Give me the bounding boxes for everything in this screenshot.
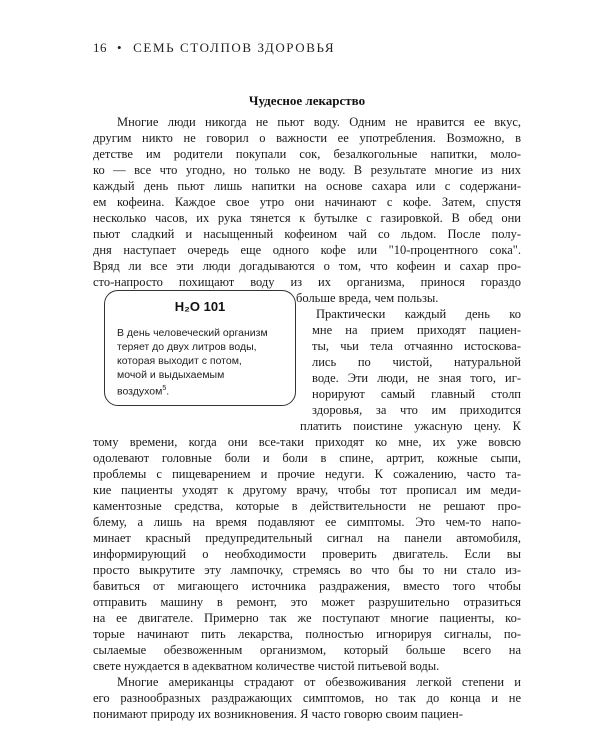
body-line: кие пациенты уходят к другому врачу, чтобы тот прописал им меди-	[93, 483, 521, 497]
body-line: торые начинают пить лекарства, полностью игнорируя сигналы, по-	[93, 627, 521, 641]
sidebar-title: H₂O 101	[174, 299, 226, 314]
body-line: сылаемые обезвоженным организмом, который больше всего на	[93, 643, 521, 657]
body-line: одолевают головные боли и боли в спине, артрит, кожные сыпи,	[93, 451, 521, 465]
body-line: просто выкрутите эту лампочку, стремясь во что бы то ни стало из-	[93, 563, 521, 577]
running-title: СЕМЬ СТОЛПОВ ЗДОРОВЬЯ	[133, 40, 336, 55]
body-line: блему, а лишь на время подавляют ее симптомы. Это чем-то напо-	[93, 515, 521, 529]
body-line: детстве им родители покупали сок, безалкогольные напитки, моло-	[93, 147, 521, 161]
body-line: норируют самый главный столп	[312, 387, 521, 401]
sidebar-line: мочой и выдыхаемым	[117, 369, 225, 381]
body-line: каждый день пьют лишь напитки на основе сахара или с содержани-	[93, 179, 521, 193]
body-line: минает красный предупредительный сигнал на панели автомобиля,	[93, 531, 521, 545]
sidebar-box	[104, 290, 296, 406]
body-line: Многие люди никогда не пьют воду. Одним не нравится ее вкус,	[117, 115, 521, 129]
body-line: пьют сладкий и насыщенный кофеином чай со льдом. После полу-	[93, 227, 521, 241]
body-line: бавиться от мигающего источника раздражения, вместо того чтобы	[93, 579, 521, 593]
body-line: мне на прием приходят пациен-	[312, 323, 521, 337]
body-line: информирующий о необходимости проверить двигатель. Если вы	[93, 547, 521, 561]
body-line: каментозные средства, которые в действительности не решают про-	[93, 499, 521, 513]
body-line: тому времени, когда они все-таки приходят ко мне, их уже вовсю	[93, 435, 521, 449]
body-line: дня наступает очередь еще одного кофе или "10-процентного сока".	[93, 243, 521, 257]
body-line: отправить машину в ремонт, это может разрушительно отразиться	[93, 595, 521, 609]
body-line: Вряд ли все эти люди догадываются о том, что кофеин и сахар про-	[93, 259, 521, 273]
body-line: больше вреда, чем пользы.	[296, 291, 439, 305]
body-line: воде. Эти люди, не зная того, иг-	[312, 371, 521, 385]
body-line: Практически каждый день ко	[316, 307, 521, 321]
body-line: его разнообразных раздражающих симптомов, но так до конца и не	[93, 691, 521, 705]
sidebar-line: теряет до двух литров воды,	[117, 341, 257, 353]
body-line: другим никто не говорил о важности ее употребления. Возможно, в	[93, 131, 521, 145]
body-line: здоровья, за что им приходится	[312, 403, 521, 417]
sidebar-line	[117, 382, 169, 399]
body-line: проблемы с пищеварением и прочие недуги. К сожалению, часто та-	[93, 467, 521, 481]
body-line: несколько часов, их рука тянется к бутылке с газировкой. В обед они	[93, 211, 521, 225]
body-line: ко — все что угодно, но только не воду. В результате многие из них	[93, 163, 521, 177]
body-line: Многие американцы страдают от обезвоживания легкой степени и	[117, 675, 521, 689]
sidebar-line: В день человеческий организм	[117, 327, 268, 339]
sidebar-line: которая выходит с потом,	[117, 355, 242, 367]
body-line: свете нуждается в адекватном количестве чистой питьевой воды.	[93, 659, 440, 673]
sidebar-line-punct: .	[166, 385, 170, 398]
body-line: лись по чистой, натуральной	[312, 355, 521, 369]
body-line: ты, чьи тела отчаянно истосковa-	[312, 339, 521, 353]
sidebar-line-text: воздухом	[117, 385, 163, 398]
body-line: ем кофеина. Каждое свое утро они начинают с кофе. Затем, спустя	[93, 195, 521, 209]
page-number: 16	[93, 40, 107, 55]
body-line: понимают природу их возникновения. Я часто говорю своим пациен-	[93, 707, 463, 721]
footnote-mark: 5	[162, 385, 167, 392]
header-separator: •	[117, 40, 124, 55]
body-line: на ее двигателе. Примерно так же поступают многие пациенты, ко-	[93, 611, 521, 625]
section-title: Чудесное лекарство	[248, 93, 366, 108]
body-line: платить поистине ужасную цену. К	[300, 419, 521, 433]
body-line: сто-напросто похищают воду из их организма, принося гораздо	[93, 275, 521, 289]
